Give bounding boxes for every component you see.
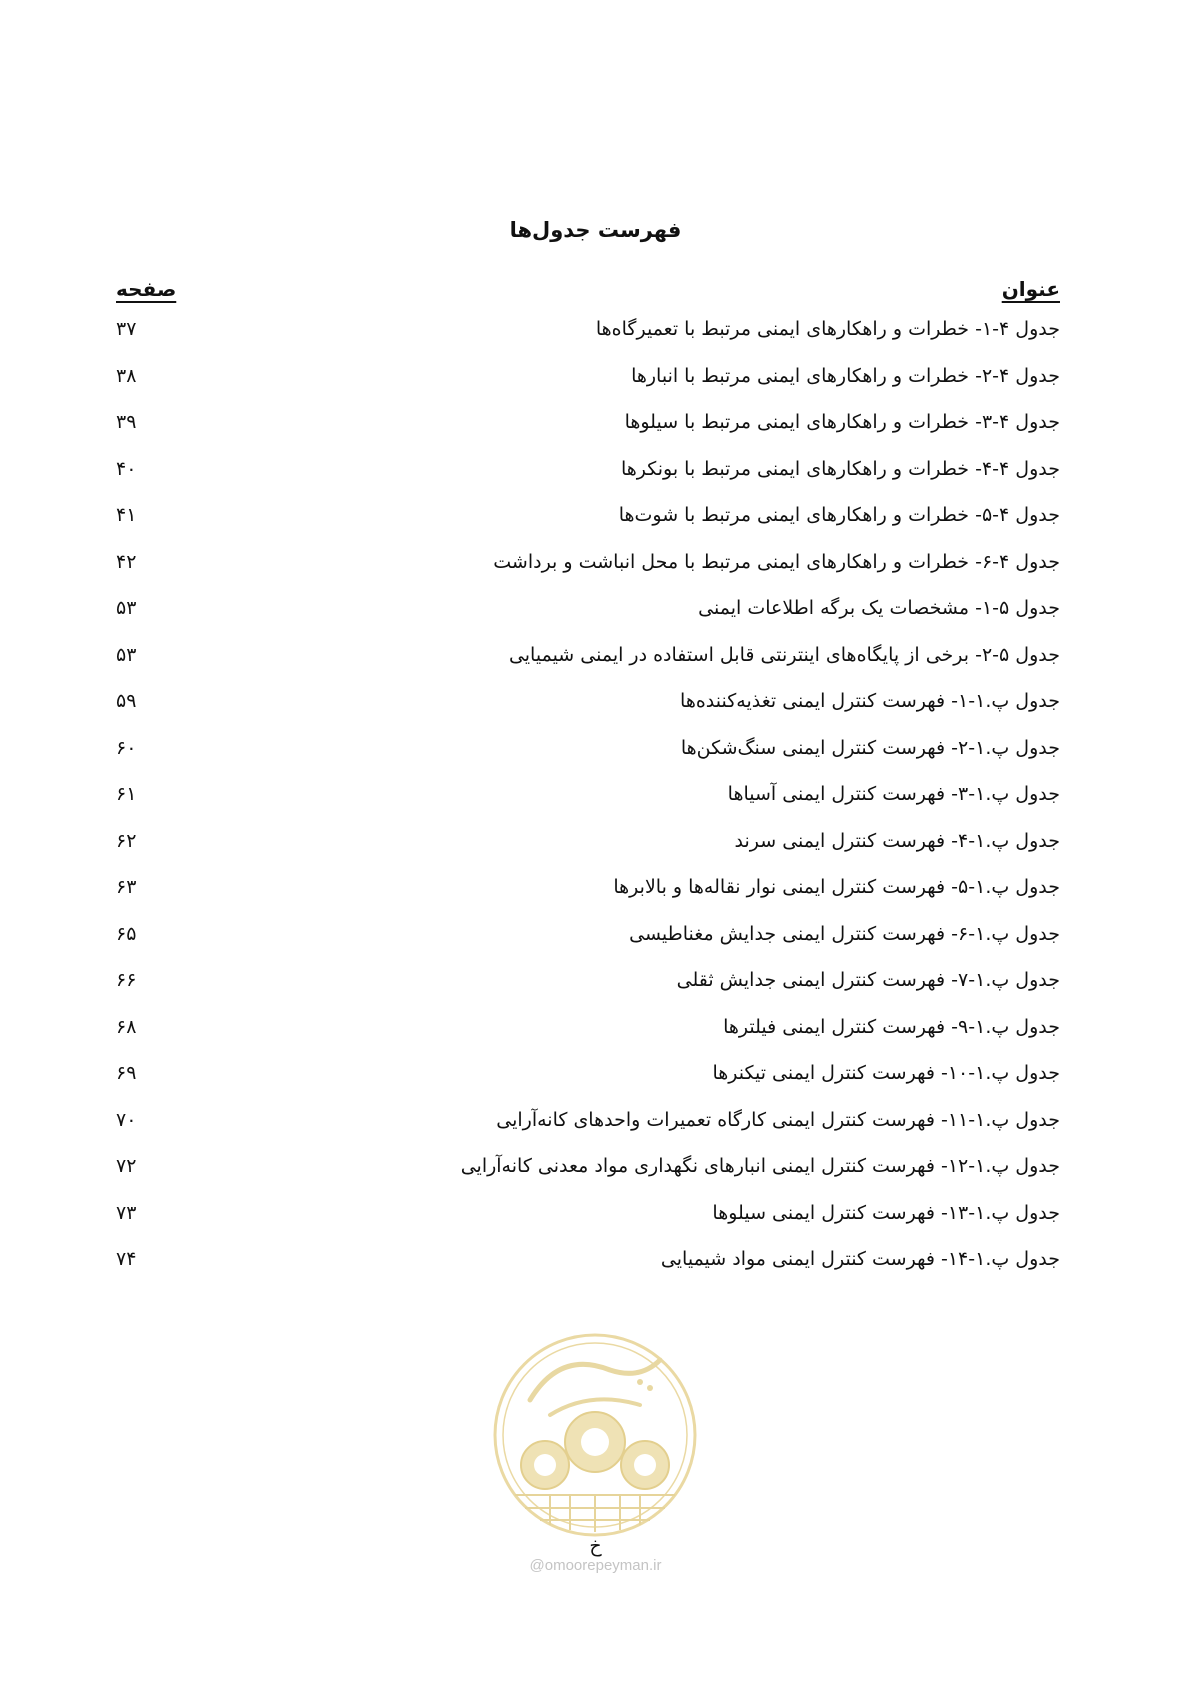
toc-entry-title: جدول پ.۱-۶- فهرست کنترل ایمنی جدایش مغناطیسی xyxy=(629,922,1060,945)
toc-entry xyxy=(116,870,1060,917)
toc-entry-page: ۷۰ xyxy=(116,1108,137,1131)
toc-entry-title: جدول ۴-۶- خطرات و راهکارهای ایمنی مرتبط با محل انباشت و برداشت xyxy=(493,550,1060,573)
toc-entry-page: ۵۳ xyxy=(116,597,137,619)
toc-entry-page: ۷۴ xyxy=(116,1248,137,1270)
toc-entry-page: ۷۲ xyxy=(116,1155,137,1177)
toc-entry xyxy=(116,452,1060,499)
toc-entry-title: جدول ۴-۴- خطرات و راهکارهای ایمنی مرتبط با بونکرها xyxy=(620,457,1060,480)
toc-entry-page: ۵۳ xyxy=(116,643,137,666)
toc-entry-page: ۶۸ xyxy=(116,1015,137,1038)
toc-entry-title: جدول پ.۱-۱۴- فهرست کنترل ایمنی مواد شیمیایی xyxy=(660,1248,1060,1270)
toc-entry-title: جدول پ.۱-۱- فهرست کنترل ایمنی تغذیه‌کننده‌ها xyxy=(680,690,1060,712)
toc-entry xyxy=(116,731,1060,778)
toc-entry xyxy=(116,1149,1060,1196)
page-number: خ xyxy=(589,1535,602,1557)
page-title: فهرست جدول‌ها xyxy=(509,218,682,242)
toc-entry xyxy=(116,638,1060,685)
toc-entry-title: جدول ۵-۱- مشخصات یک برگه اطلاعات ایمنی xyxy=(698,597,1060,619)
toc-entry xyxy=(116,545,1060,592)
toc-entry-page: ۶۳ xyxy=(116,876,137,898)
toc-entry-page: ۶۲ xyxy=(116,829,137,852)
toc-entry xyxy=(116,917,1060,964)
toc-entry-page: ۶۹ xyxy=(116,1062,137,1084)
toc-entry xyxy=(116,824,1060,871)
toc-entry-title: جدول ۴-۵- خطرات و راهکارهای ایمنی مرتبط با شوت‌ها xyxy=(618,504,1060,526)
toc-entry xyxy=(116,498,1060,545)
toc-entry-page: ۶۶ xyxy=(116,969,137,991)
toc-entry xyxy=(116,1242,1060,1289)
toc-entry-title: جدول پ.۱-۱۲- فهرست کنترل ایمنی انبارهای نگهداری مواد معدنی کانه‌آرایی xyxy=(460,1155,1060,1177)
toc-entry-title: جدول پ.۱-۱۳- فهرست کنترل ایمنی سیلوها xyxy=(712,1201,1060,1224)
toc-entry xyxy=(116,1056,1060,1103)
toc-entry-page: ۶۱ xyxy=(116,783,137,805)
toc-entry-title: جدول پ.۱-۳- فهرست کنترل ایمنی آسیاها xyxy=(727,783,1060,805)
toc-entry xyxy=(116,359,1060,406)
toc-entry xyxy=(116,963,1060,1010)
toc-entry-page: ۶۰ xyxy=(116,736,137,759)
toc-entry xyxy=(116,312,1060,359)
toc-entry xyxy=(116,1010,1060,1057)
toc-entry-title: جدول پ.۱-۷- فهرست کنترل ایمنی جدایش ثقلی xyxy=(676,969,1060,991)
toc-entry-title: جدول ۴-۱- خطرات و راهکارهای ایمنی مرتبط با تعمیرگاه‌ها xyxy=(595,318,1060,340)
toc-entry-page: ۴۰ xyxy=(116,457,137,480)
toc-entry-page: ۶۵ xyxy=(116,922,137,945)
toc-entry-title: جدول ۴-۲- خطرات و راهکارهای ایمنی مرتبط با انبارها xyxy=(631,364,1060,387)
toc-entry xyxy=(116,684,1060,731)
toc-entry-title: جدول پ.۱-۴- فهرست کنترل ایمنی سرند xyxy=(734,829,1060,852)
toc-entry-page: ۴۱ xyxy=(116,504,137,526)
toc-entry-title: جدول پ.۱-۹- فهرست کنترل ایمنی فیلترها xyxy=(723,1015,1060,1038)
toc-entry-page: ۷۳ xyxy=(116,1201,137,1224)
toc-entry-title: جدول پ.۱-۵- فهرست کنترل ایمنی نوار نقاله‌ها و بالابرها xyxy=(613,876,1060,898)
watermark-url: @omoorepeyman.ir xyxy=(529,1557,662,1574)
toc-entry-title: جدول ۴-۳- خطرات و راهکارهای ایمنی مرتبط با سیلوها xyxy=(624,411,1060,433)
column-header-page: صفحه xyxy=(116,277,177,301)
watermark-seal-icon xyxy=(490,1330,700,1540)
column-header-title: عنوان xyxy=(1001,277,1060,301)
toc-entry-page: ۳۹ xyxy=(116,411,137,433)
toc-entry xyxy=(116,405,1060,452)
table-of-contents-list xyxy=(116,312,1060,1289)
toc-entry xyxy=(116,777,1060,824)
toc-entry-title: جدول پ.۱-۲- فهرست کنترل ایمنی سنگ‌شکن‌ها xyxy=(680,736,1060,759)
toc-entry-page: ۵۹ xyxy=(116,690,137,712)
toc-entry-page: ۳۸ xyxy=(116,364,137,387)
toc-entry xyxy=(116,1196,1060,1243)
toc-entry-title: جدول ۵-۲- برخی از پایگاه‌های اینترنتی قابل استفاده در ایمنی شیمیایی xyxy=(508,643,1060,666)
toc-entry xyxy=(116,1103,1060,1150)
toc-entry-title: جدول پ.۱-۱۰- فهرست کنترل ایمنی تیکنرها xyxy=(712,1062,1060,1084)
toc-entry-title: جدول پ.۱-۱۱- فهرست کنترل ایمنی کارگاه تعمیرات واحدهای کانه‌آرایی xyxy=(496,1108,1060,1131)
toc-entry-page: ۳۷ xyxy=(116,318,137,340)
toc-entry-page: ۴۲ xyxy=(116,550,137,573)
toc-entry xyxy=(116,591,1060,638)
